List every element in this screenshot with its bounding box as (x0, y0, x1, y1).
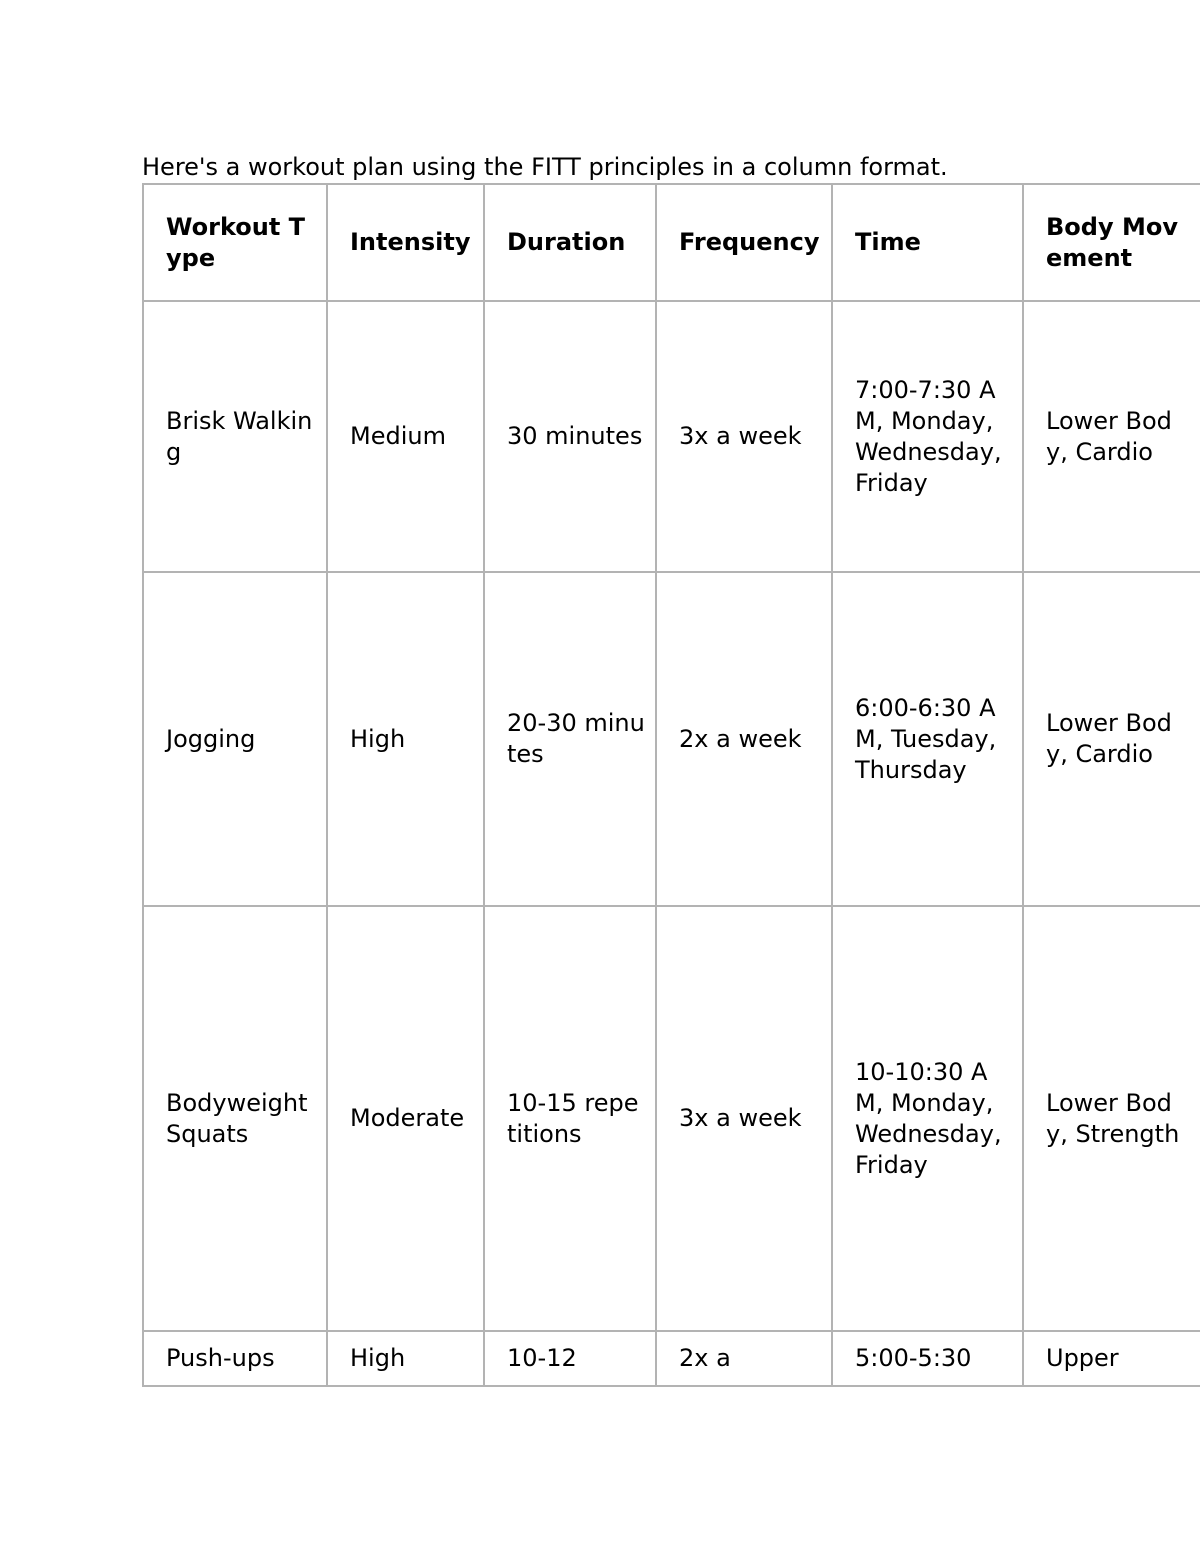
cell-frequency: 3x a week (656, 906, 832, 1331)
cell-workout-type: Brisk Walking (143, 301, 327, 572)
cell-duration: 10-15 repetitions (484, 906, 656, 1331)
cell-intensity: High (327, 572, 484, 906)
intro-paragraph: Here's a workout plan using the FITT principles in a column format. (142, 153, 948, 181)
header-duration: Duration (484, 184, 656, 301)
table-row (143, 906, 1200, 1331)
cell-text: 10-12 (507, 1344, 577, 1372)
cell-body-movement: Lower Body, Strength (1023, 906, 1200, 1331)
cell-duration (484, 1331, 656, 1386)
table-row (143, 301, 1200, 572)
header-workout-type: Workout Type (143, 184, 327, 301)
cell-text: High (350, 1344, 406, 1372)
cell-text: 2x a (679, 1344, 731, 1372)
cell-workout-type: Jogging (143, 572, 327, 906)
cell-body-movement: Lower Body, Cardio (1023, 301, 1200, 572)
table-row (143, 572, 1200, 906)
cell-body-movement: Lower Body, Cardio (1023, 572, 1200, 906)
header-time: Time (832, 184, 1023, 301)
cell-frequency: 2x a week (656, 572, 832, 906)
fitt-workout-table (142, 183, 1200, 1387)
cell-text: Push-ups (166, 1344, 275, 1372)
cell-intensity: Medium (327, 301, 484, 572)
cell-duration: 30 minutes (484, 301, 656, 572)
header-frequency: Frequency (656, 184, 832, 301)
table-row (143, 1331, 1200, 1386)
cell-frequency (656, 1331, 832, 1386)
header-intensity: Intensity (327, 184, 484, 301)
header-body-movement: Body Movement (1023, 184, 1200, 301)
cell-intensity (327, 1331, 484, 1386)
cell-time: 10-10:30 AM, Monday, Wednesday, Friday (832, 906, 1023, 1331)
cell-duration: 20-30 minutes (484, 572, 656, 906)
cell-time: 6:00-6:30 AM, Tuesday, Thursday (832, 572, 1023, 906)
cell-workout-type: Bodyweight Squats (143, 906, 327, 1331)
cell-text: 5:00-5:30 (855, 1344, 972, 1372)
cell-body-movement (1023, 1331, 1200, 1386)
cell-frequency: 3x a week (656, 301, 832, 572)
cell-time (832, 1331, 1023, 1386)
header-row (143, 184, 1200, 301)
cell-time: 7:00-7:30 AM, Monday, Wednesday, Friday (832, 301, 1023, 572)
cell-text: Upper (1046, 1344, 1119, 1372)
cell-workout-type (143, 1331, 327, 1386)
cell-intensity: Moderate (327, 906, 484, 1331)
